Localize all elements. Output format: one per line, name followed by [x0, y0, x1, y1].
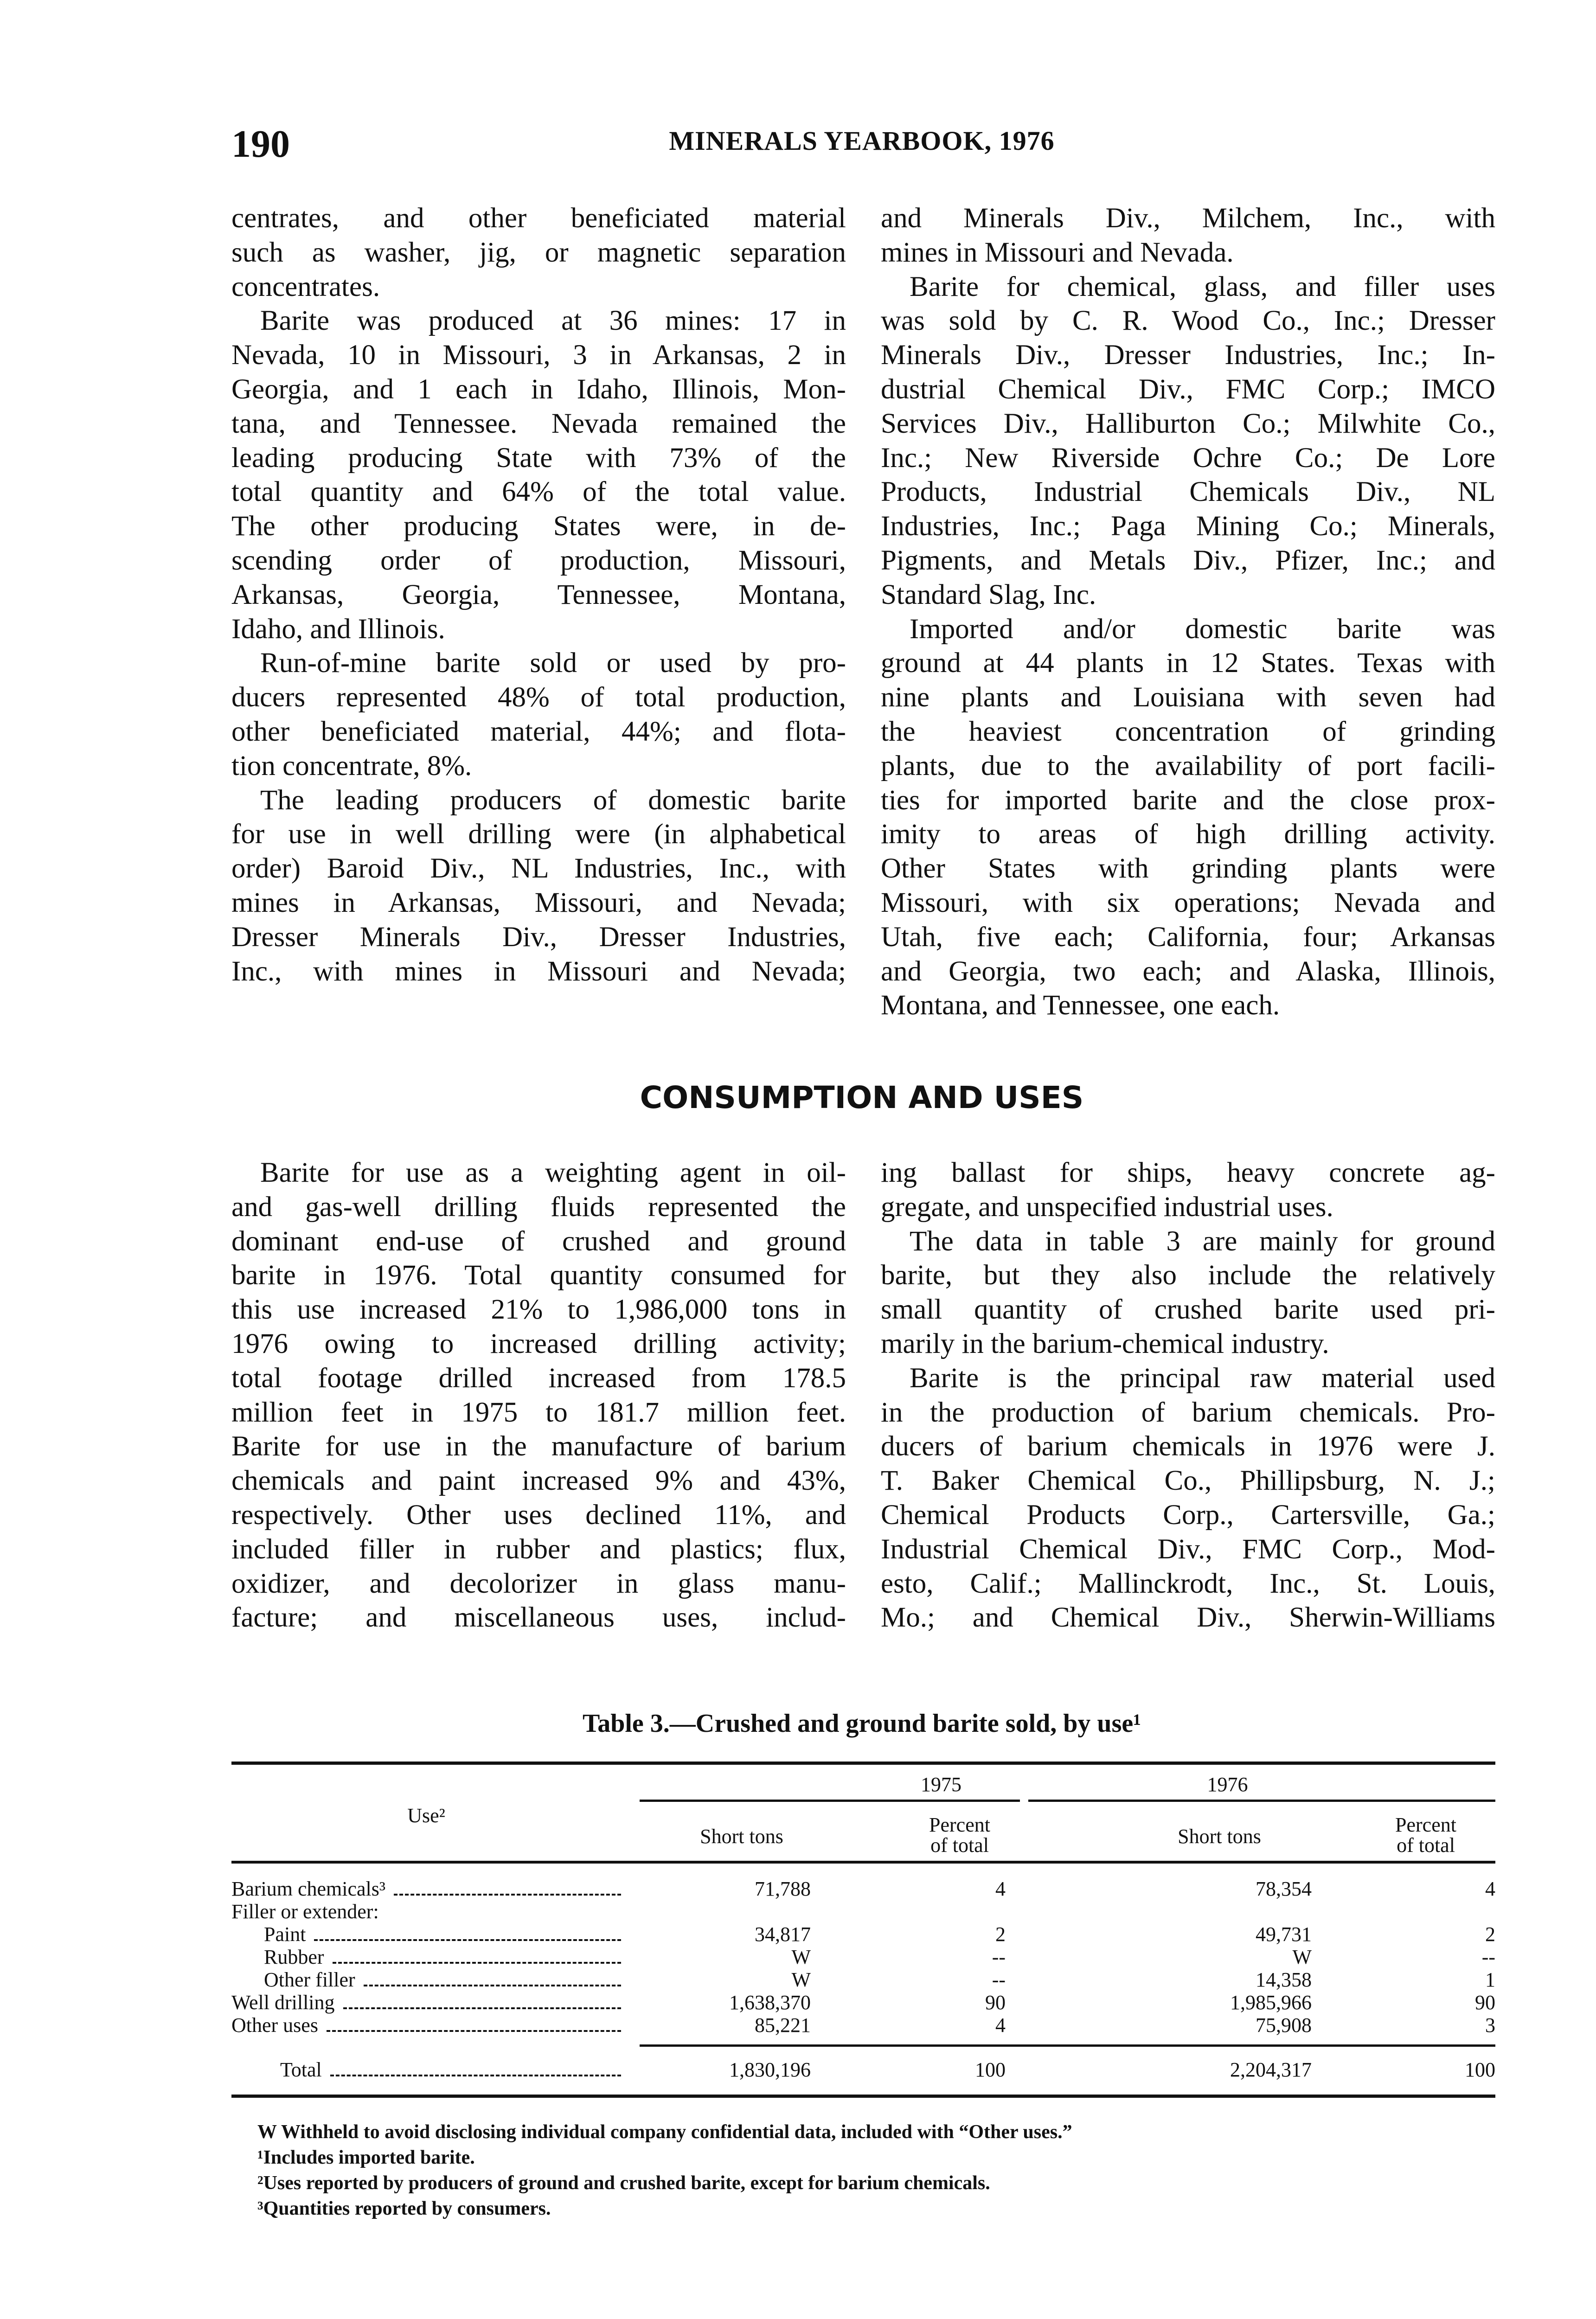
text-line: the heaviest concentration of grinding — [881, 716, 1495, 747]
text-line: other beneficiated material, 44%; and flota- — [231, 716, 846, 747]
text-line: Missouri, with six operations; Nevada and — [881, 887, 1495, 918]
cell-1976-percent: 4 — [1485, 1877, 1495, 1900]
paragraph — [881, 201, 1495, 270]
running-title: MINERALS YEARBOOK, 1976 — [669, 126, 1055, 156]
cell-1976-percent: -- — [1481, 1946, 1495, 1968]
text-line: centrates, and other beneficiated material — [231, 203, 846, 234]
text-line: tion concentrate, 8%. — [231, 750, 472, 782]
year-header-1976: 1976 — [1207, 1773, 1248, 1796]
row-label — [231, 2014, 621, 2037]
use-column-header: Use² — [407, 1804, 445, 1827]
text-line: Barite for use in the manufacture of barium — [231, 1431, 846, 1462]
text-line: Barite for chemical, glass, and filler uses — [910, 271, 1495, 302]
paragraph — [231, 783, 846, 989]
data-table — [231, 1762, 1495, 2100]
footnote-1: ¹Includes imported barite. — [257, 2147, 475, 2168]
cell-1975-percent: 2 — [995, 1923, 1006, 1946]
table-bottom-rule — [231, 2095, 1495, 2098]
text-line: gregate, and unspecified industrial uses. — [881, 1191, 1333, 1223]
text-line: leading producing State with 73% of the — [231, 442, 846, 474]
row-label — [231, 1968, 621, 1992]
row-label — [231, 1991, 621, 2015]
table-top-rule — [231, 1762, 1495, 1765]
text-line: Services Div., Halliburton Co.; Milwhite Co., — [881, 408, 1495, 439]
text-line: Chemical Products Corp., Cartersville, Ga.; — [881, 1499, 1495, 1531]
paragraph — [231, 304, 846, 646]
paragraph — [231, 646, 846, 783]
text-line: imity to areas of high drilling activity. — [881, 819, 1495, 850]
text-line: such as washer, jig, or magnetic separation — [231, 237, 846, 268]
text-line: total footage drilled increased from 178.5 — [231, 1362, 846, 1394]
cell-1975-percent: 90 — [985, 1991, 1006, 2014]
row-label-text: Other filler — [264, 1968, 355, 1991]
dot-leader — [314, 1939, 621, 1941]
cell-1976-tons: 75,908 — [1256, 2014, 1312, 2037]
text-line: Nevada, 10 in Missouri, 3 in Arkansas, 2 in — [231, 340, 846, 371]
text-line: barite in 1976. Total quantity consumed for — [231, 1260, 846, 1291]
text-line: The other producing States were, in de- — [231, 511, 846, 542]
text-line: Industries, Inc.; Paga Mining Co.; Minerals, — [881, 511, 1495, 542]
cell-1975-percent: 4 — [995, 2014, 1006, 2037]
text-line: mines in Arkansas, Missouri, and Nevada; — [231, 887, 846, 918]
section2-left-column — [231, 1156, 846, 1635]
cell-1976-tons: 1,985,966 — [1230, 1991, 1312, 2014]
percent-header-line: Percent — [1395, 1813, 1456, 1836]
text-line: dominant end-use of crushed and ground — [231, 1225, 846, 1257]
table-title: Table 3.—Crushed and ground barite sold, by use¹ — [583, 1709, 1141, 1738]
text-line: Mo.; and Chemical Div., Sherwin-Williams — [881, 1602, 1495, 1634]
section-heading: CONSUMPTION AND USES — [640, 1080, 1084, 1115]
text-line: concentrates. — [231, 271, 380, 302]
short-tons-header-1976: Short tons — [1178, 1825, 1261, 1848]
cell-1975-tons: 1,830,196 — [729, 2058, 811, 2081]
text-line: Run-of-mine barite sold or used by pro- — [260, 647, 846, 679]
text-line: ducers of barium chemicals in 1976 were J. — [881, 1431, 1495, 1462]
row-label-text: Well drilling — [231, 1991, 335, 2014]
text-line: Pigments, and Metals Div., Pfizer, Inc.; and — [881, 545, 1495, 576]
text-line: Dresser Minerals Div., Dresser Industries, — [231, 921, 846, 953]
text-line: in the production of barium chemicals. Pro- — [881, 1397, 1495, 1428]
text-line: The data in table 3 are mainly for ground — [910, 1225, 1495, 1257]
text-line: Barite is the principal raw material used — [910, 1362, 1495, 1394]
text-line: ground at 44 plants in 12 States. Texas with — [881, 647, 1495, 679]
text-line: for use in well drilling were (in alphabetical — [231, 819, 846, 850]
short-tons-header-1975: Short tons — [700, 1825, 783, 1848]
paragraph — [881, 1156, 1495, 1224]
row-label — [231, 1946, 621, 1969]
text-line: chemicals and paint increased 9% and 43%, — [231, 1465, 846, 1497]
cell-1975-tons: 71,788 — [755, 1877, 811, 1900]
text-line: marily in the barium-chemical industry. — [881, 1328, 1329, 1359]
text-line: Georgia, and 1 each in Idaho, Illinois, Mon- — [231, 373, 846, 405]
row-label — [231, 2058, 621, 2082]
table-row — [231, 1968, 1495, 1991]
paragraph — [881, 270, 1495, 612]
footnote-w: W Withheld to avoid disclosing individual company confidential data, included with “Other uses.” — [257, 2121, 1072, 2143]
dot-leader — [327, 2030, 621, 2032]
year-1975-rule — [640, 1800, 1020, 1802]
cell-1975-tons: 85,221 — [755, 2014, 811, 2037]
table-row — [231, 2014, 1495, 2037]
cell-1975-tons: W — [791, 1946, 811, 1968]
footnote-2: ²Uses reported by producers of ground and crushed barite, except for barium chemicals. — [257, 2172, 990, 2194]
cell-1976-percent: 90 — [1475, 1991, 1495, 2014]
total-rule — [640, 2044, 1495, 2047]
dot-leader — [394, 1894, 621, 1896]
text-line: ties for imported barite and the close prox- — [881, 784, 1495, 816]
row-label — [231, 1877, 621, 1901]
text-line: tana, and Tennessee. Nevada remained the — [231, 408, 846, 439]
text-line: Inc.; New Riverside Ochre Co.; De Lore — [881, 442, 1495, 474]
text-line: barite, but they also include the relatively — [881, 1260, 1495, 1291]
cell-1975-tons: 1,638,370 — [729, 1991, 811, 2014]
table-total-row — [231, 2058, 1495, 2081]
cell-1976-percent: 1 — [1485, 1968, 1495, 1991]
text-line: Imported and/or domestic barite was — [910, 613, 1495, 645]
text-line: this use increased 21% to 1,986,000 tons in — [231, 1294, 846, 1326]
text-line: ducers represented 48% of total production, — [231, 682, 846, 713]
cell-1976-tons: W — [1292, 1946, 1312, 1968]
paragraph — [231, 1156, 846, 1635]
text-line: esto, Calif.; Mallinckrodt, Inc., St. Louis, — [881, 1568, 1495, 1599]
text-line: order) Baroid Div., NL Industries, Inc., with — [231, 853, 846, 884]
paragraph — [881, 612, 1495, 1023]
text-line: Montana, and Tennessee, one each. — [881, 990, 1280, 1021]
text-line: Barite for use as a weighting agent in oil- — [260, 1157, 846, 1188]
table-header-rule — [231, 1861, 1495, 1864]
text-line: The leading producers of domestic barite — [260, 784, 846, 816]
text-line: Inc., with mines in Missouri and Nevada; — [231, 955, 846, 987]
row-label-text: Other uses — [231, 2014, 318, 2037]
year-1976-rule — [1028, 1800, 1495, 1802]
cell-1975-tons: 34,817 — [755, 1923, 811, 1946]
paragraph — [881, 1224, 1495, 1361]
percent-header-line: of total — [930, 1834, 989, 1857]
row-label-text: Barium chemicals³ — [231, 1877, 386, 1900]
section1-left-column — [231, 201, 846, 988]
text-line: included filler in rubber and plastics; flux, — [231, 1533, 846, 1565]
text-line: total quantity and 64% of the total value. — [231, 476, 846, 508]
table-footnotes — [257, 2120, 1072, 2222]
dot-leader — [364, 1985, 621, 1986]
percent-header-line: Percent — [929, 1813, 990, 1836]
text-line: nine plants and Louisiana with seven had — [881, 682, 1495, 713]
cell-1976-percent: 100 — [1465, 2058, 1495, 2081]
cell-1976-tons: 14,358 — [1256, 1968, 1312, 1991]
text-line: Products, Industrial Chemicals Div., NL — [881, 476, 1495, 508]
dot-leader — [343, 2007, 621, 2009]
text-line: facture; and miscellaneous uses, includ- — [231, 1602, 846, 1634]
row-label-text: Total — [280, 2058, 322, 2081]
paragraph — [231, 201, 846, 304]
text-line: Industrial Chemical Div., FMC Corp., Mod- — [881, 1533, 1495, 1565]
cell-1976-percent: 3 — [1485, 2014, 1495, 2037]
table-row — [231, 1900, 1495, 1923]
percent-header-1975 — [890, 1815, 1029, 1856]
row-label-text: Paint — [264, 1923, 306, 1946]
table-row — [231, 1991, 1495, 2014]
cell-1976-tons: 78,354 — [1256, 1877, 1312, 1900]
text-line: small quantity of crushed barite used pri- — [881, 1294, 1495, 1326]
text-line: Other States with grinding plants were — [881, 853, 1495, 884]
percent-header-line: of total — [1397, 1834, 1455, 1857]
text-line: ing ballast for ships, heavy concrete ag- — [881, 1157, 1495, 1188]
table-row — [231, 1946, 1495, 1968]
row-label-text: Rubber — [264, 1946, 324, 1968]
text-line: mines in Missouri and Nevada. — [881, 237, 1234, 268]
text-line: dustrial Chemical Div., FMC Corp.; IMCO — [881, 373, 1495, 405]
section1-right-column — [881, 201, 1495, 1023]
section2-right-column — [881, 1156, 1495, 1635]
text-line: million feet in 1975 to 181.7 million feet. — [231, 1397, 846, 1428]
text-line: T. Baker Chemical Co., Phillipsburg, N. J.; — [881, 1465, 1495, 1497]
row-label — [231, 1923, 621, 1947]
dot-leader — [330, 2075, 621, 2076]
cell-1975-tons: W — [791, 1968, 811, 1991]
page-number: 190 — [231, 122, 290, 166]
cell-1975-percent: 100 — [975, 2058, 1006, 2081]
paragraph — [881, 1361, 1495, 1635]
text-line: plants, due to the availability of port facili- — [881, 750, 1495, 782]
text-line: Arkansas, Georgia, Tennessee, Montana, — [231, 579, 846, 610]
text-line: oxidizer, and decolorizer in glass manu- — [231, 1568, 846, 1599]
text-line: scending order of production, Missouri, — [231, 545, 846, 576]
text-line: and gas-well drilling fluids represented the — [231, 1191, 846, 1223]
cell-1975-percent: -- — [992, 1946, 1006, 1968]
text-line: Idaho, and Illinois. — [231, 613, 445, 645]
dot-leader — [333, 1962, 621, 1964]
text-line: Utah, five each; California, four; Arkansas — [881, 921, 1495, 953]
table-row — [231, 1877, 1495, 1900]
cell-1976-tons: 49,731 — [1256, 1923, 1312, 1946]
year-header-1975: 1975 — [921, 1773, 961, 1796]
text-line: and Minerals Div., Milchem, Inc., with — [881, 203, 1495, 234]
cell-1976-tons: 2,204,317 — [1230, 2058, 1312, 2081]
text-line: 1976 owing to increased drilling activity; — [231, 1328, 846, 1359]
text-line: Barite was produced at 36 mines: 17 in — [260, 305, 846, 337]
text-line: Standard Slag, Inc. — [881, 579, 1096, 610]
row-label-text: Filler or extender: — [231, 1900, 379, 1923]
text-line: was sold by C. R. Wood Co., Inc.; Dresser — [881, 305, 1495, 337]
text-line: and Georgia, two each; and Alaska, Illinois, — [881, 955, 1495, 987]
text-line: Minerals Div., Dresser Industries, Inc.; In- — [881, 340, 1495, 371]
percent-header-1976 — [1356, 1815, 1495, 1856]
cell-1975-percent: 4 — [995, 1877, 1006, 1900]
cell-1976-percent: 2 — [1485, 1923, 1495, 1946]
row-label — [231, 1900, 621, 1923]
footnote-3: ³Quantities reported by consumers. — [257, 2198, 551, 2219]
text-line: respectively. Other uses declined 11%, and — [231, 1499, 846, 1531]
table-row — [231, 1923, 1495, 1946]
cell-1975-percent: -- — [992, 1968, 1006, 1991]
